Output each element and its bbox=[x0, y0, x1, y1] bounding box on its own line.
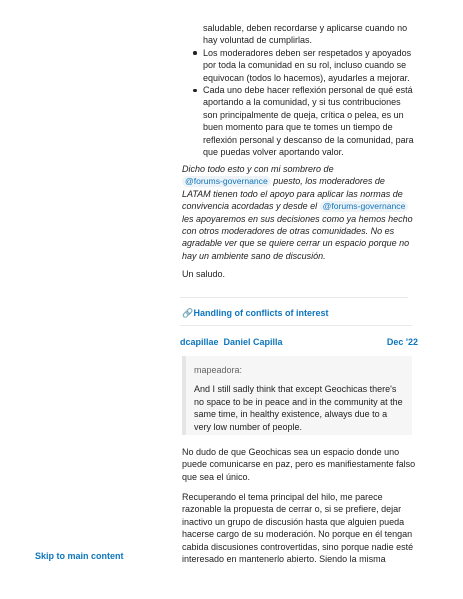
list-item-text: Cada uno debe hacer reflexión personal de qué está aportando a la comunidad, y si tus contribuciones son principalmente de queja, crítica o pelea, es un buen momento para que te tomes un tiempo de reflexión personal y descanso de la comunidad, para que puedas volver aportando valor. bbox=[203, 85, 414, 158]
list-item bbox=[182, 22, 414, 47]
paragraph-text: Recuperando el tema principal del hilo, me parece razonable la propuesta de cerrar o, si se prefiere, dejar inactivo un grupo de discusión hasta que alguien pueda hacerse cargo de su moderación. No porque en él tengan cabida discusiones controvertidas, sino porque nadie esté interesado en mantenerlo abierto. Siendo la misma bbox=[182, 492, 414, 565]
closing-text: les apoyaremos en sus decisiones como ya hemos hecho con otros moderadores de otras comunidades. No es agradable ver que se quiere cerrar un espacio porque no hay un ambiente sano de discusión. bbox=[182, 213, 413, 261]
post-body bbox=[182, 22, 414, 158]
divider bbox=[180, 325, 412, 326]
closing-paragraph bbox=[182, 163, 414, 262]
list-item-text: Los moderadores deben ser respetados y apoyados por toda la comunidad en su rol, incluso cuando se equivocan (todos lo hacemos), ayudarles a mejorar. bbox=[203, 47, 412, 83]
quote-text: And I still sadly think that except Geochicas there's no space to be in peace and in the community at the same time, in healthy existence, always due to a very low number of people. bbox=[194, 384, 403, 432]
skip-to-main-link[interactable]: Skip to main content bbox=[35, 551, 124, 561]
bullet-icon bbox=[193, 51, 197, 55]
closing-text: Dicho todo esto y con mi sombrero de bbox=[182, 164, 334, 174]
linked-topic-title[interactable]: Handling of conflicts of interest bbox=[193, 308, 329, 318]
linked-topic[interactable] bbox=[182, 307, 414, 319]
reply-paragraph bbox=[182, 446, 416, 483]
mention-link[interactable]: @forums-governance bbox=[320, 201, 409, 212]
link-icon: 🔗 bbox=[182, 308, 194, 318]
closing-statement bbox=[182, 163, 414, 262]
mention-link[interactable]: @forums-governance bbox=[182, 176, 271, 187]
list-item bbox=[182, 47, 414, 84]
username-link[interactable]: dcapillae bbox=[180, 337, 219, 347]
paragraph-text: No dudo de que Geochicas sea un espacio donde uno puede comunicarse en paz, pero es manifiestamente falso que sea el único. bbox=[182, 447, 416, 482]
fullname-link[interactable]: Daniel Capilla bbox=[223, 337, 283, 347]
bullet-list bbox=[182, 22, 414, 158]
list-item bbox=[182, 84, 414, 158]
signoff bbox=[182, 268, 414, 280]
list-item-text: saludable, deben recordarse y aplicarse cuando no hay voluntad de cumplirlas. bbox=[203, 23, 408, 46]
quote-author[interactable]: mapeadora: bbox=[194, 365, 243, 375]
quote-block bbox=[182, 356, 412, 435]
signoff-text: Un saludo. bbox=[182, 269, 226, 279]
post-header bbox=[180, 336, 418, 348]
divider bbox=[180, 297, 408, 298]
reply-paragraph bbox=[182, 491, 416, 565]
bullet-icon bbox=[193, 89, 197, 93]
post-date[interactable]: Dec '22 bbox=[386, 337, 418, 347]
closing-text: puesto, los moderadores de LATAM tienen todo el apoyo para aplicar las normas de convivencia acordadas y desde el bbox=[182, 176, 403, 212]
